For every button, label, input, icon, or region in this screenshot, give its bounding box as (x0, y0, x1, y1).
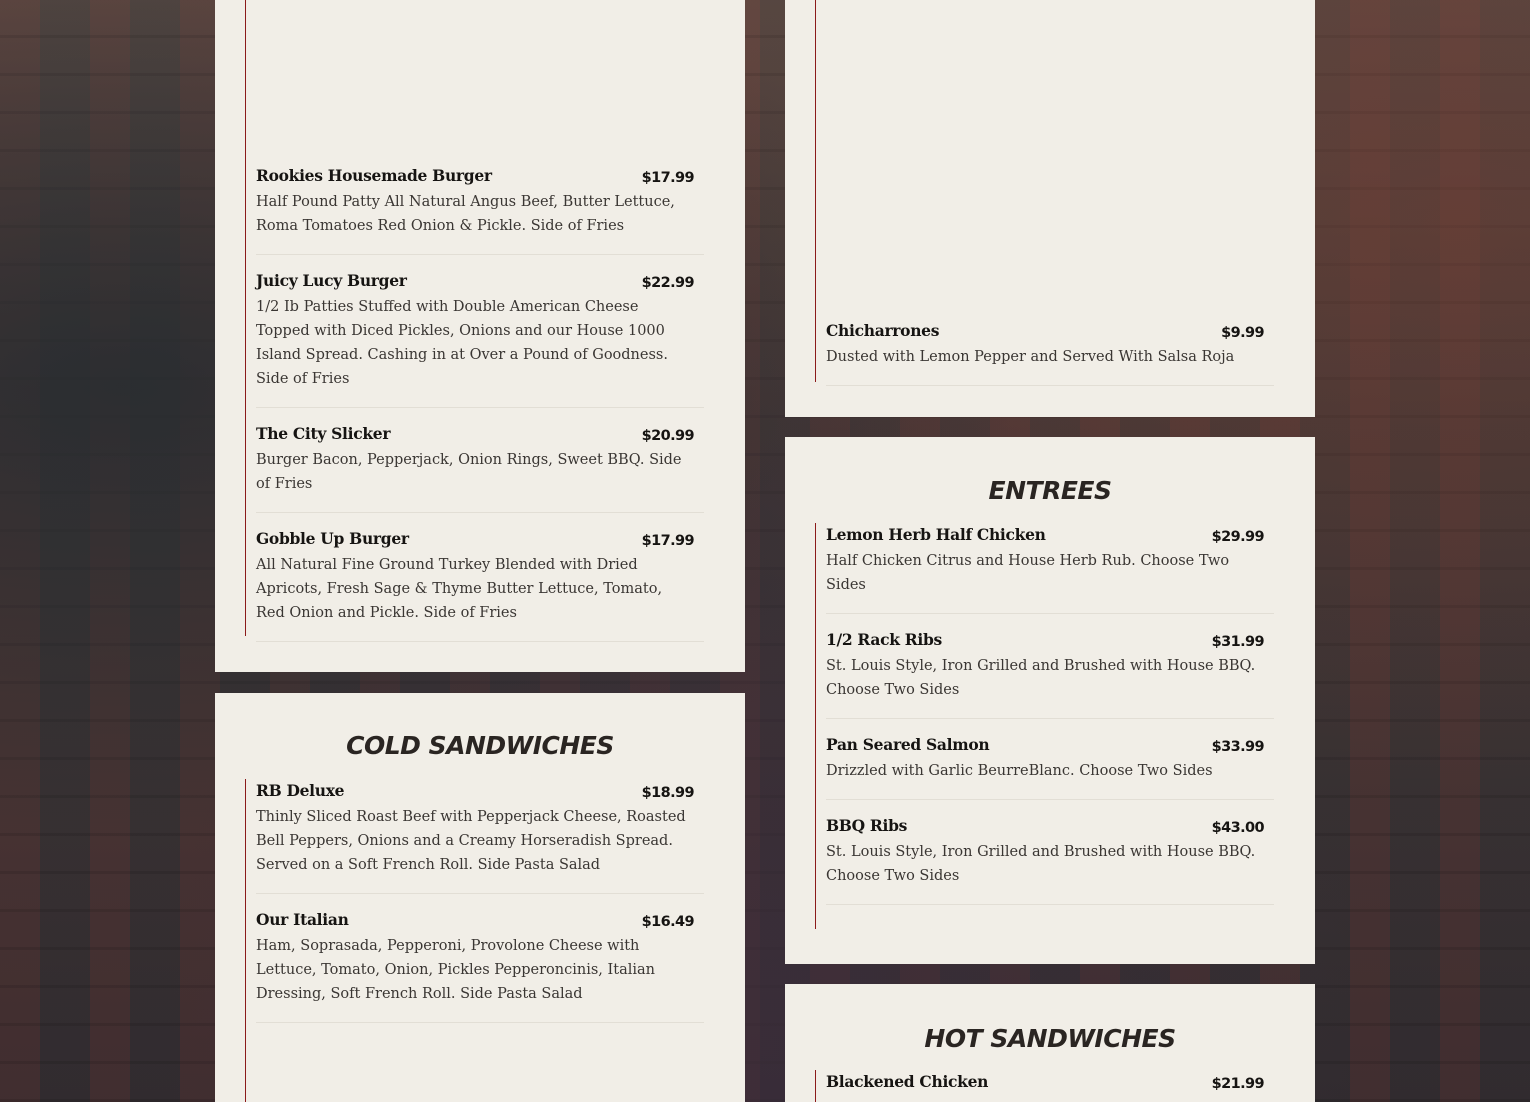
burgers-card (215, 0, 745, 672)
item-name: Chicharrones (826, 321, 940, 340)
menu-item (826, 719, 1274, 800)
section-title: ENTREES (988, 476, 1112, 505)
item-price: $17.99 (641, 533, 694, 549)
item-name: Lemon Herb Half Chicken (826, 525, 1046, 544)
item-name: Rookies Housemade Burger (256, 166, 492, 185)
item-price: $20.99 (641, 428, 694, 444)
menu-item (826, 614, 1274, 719)
item-name: Gobble Up Burger (256, 529, 409, 548)
hot-sandwiches-list (815, 1070, 1276, 1102)
burgers-list (245, 0, 706, 636)
item-name: Our Italian (256, 910, 349, 929)
item-description: Dusted with Lemon Pepper and Served With Salsa Roja (826, 349, 1235, 365)
appetizers-card (785, 0, 1315, 417)
item-description: Thinly Sliced Roast Beef with Pepperjack Cheese, Roasted Bell Peppers, Onions and a Creamy Horseradish Spread. Served on a Soft French Roll. Side Pasta Salad (256, 809, 686, 873)
item-price: $31.99 (1211, 634, 1264, 650)
item-name: RB Deluxe (256, 781, 345, 800)
section-title: HOT SANDWICHES (924, 1024, 1176, 1053)
menu-item (256, 255, 704, 408)
item-description: Ham, Soprasada, Pepperoni, Provolone Cheese with Lettuce, Tomato, Onion, Pickles Pepperoncinis, Italian Dressing, Soft French Roll. Side Pasta Salad (256, 938, 655, 1002)
item-name: Blackened Chicken (826, 1072, 989, 1091)
menu-item (256, 513, 704, 642)
item-description: Half Pound Patty All Natural Angus Beef, Butter Lettuce, Roma Tomatoes Red Onion & Pickle. Side of Fries (256, 194, 675, 234)
item-price: $18.99 (641, 785, 694, 801)
item-price: $43.00 (1211, 820, 1264, 836)
item-price: $16.49 (641, 914, 694, 930)
menu-item (256, 150, 704, 255)
item-description: 1/2 Ib Patties Stuffed with Double American Cheese Topped with Diced Pickles, Onions and our House 1000 Island Spread. Cashing in at Over a Pound of Goodness. Side of Fries (256, 299, 668, 387)
item-description: St. Louis Style, Iron Grilled and Brushed with House BBQ. Choose Two Sides (826, 658, 1256, 698)
hot-sandwiches-card (785, 984, 1315, 1102)
menu-item (256, 408, 704, 513)
menu-item (826, 305, 1274, 386)
menu-item (826, 1070, 1274, 1102)
item-price: $33.99 (1211, 739, 1264, 755)
item-name: 1/2 Rack Ribs (826, 630, 942, 649)
item-price: $29.99 (1211, 529, 1264, 545)
item-name: The City Slicker (256, 424, 391, 443)
entrees-card (785, 437, 1315, 964)
appetizers-list (815, 0, 1276, 382)
entrees-list (815, 523, 1276, 929)
item-price: $21.99 (1211, 1076, 1264, 1092)
cold-sandwiches-list (245, 779, 706, 1102)
item-price: $9.99 (1221, 325, 1264, 341)
cold-sandwiches-card (215, 693, 745, 1102)
item-description: All Natural Fine Ground Turkey Blended with Dried Apricots, Fresh Sage & Thyme Butter Lettuce, Tomato, Red Onion and Pickle. Side of Fries (256, 557, 663, 621)
menu-item (256, 894, 704, 1023)
menu-item (256, 779, 704, 894)
item-description: St. Louis Style, Iron Grilled and Brushed with House BBQ. Choose Two Sides (826, 844, 1256, 884)
item-description: Burger Bacon, Pepperjack, Onion Rings, Sweet BBQ. Side of Fries (256, 452, 682, 492)
item-price: $17.99 (641, 170, 694, 186)
item-name: Juicy Lucy Burger (256, 271, 407, 290)
item-name: Pan Seared Salmon (826, 735, 990, 754)
menu-item (826, 800, 1274, 905)
item-description: Half Chicken Citrus and House Herb Rub. Choose Two Sides (826, 553, 1230, 593)
item-description: Drizzled with Garlic BeurreBlanc. Choose Two Sides (826, 763, 1213, 779)
item-name: BBQ Ribs (826, 816, 908, 835)
section-title: COLD SANDWICHES (346, 731, 614, 760)
item-price: $22.99 (641, 275, 694, 291)
menu-item (826, 523, 1274, 614)
